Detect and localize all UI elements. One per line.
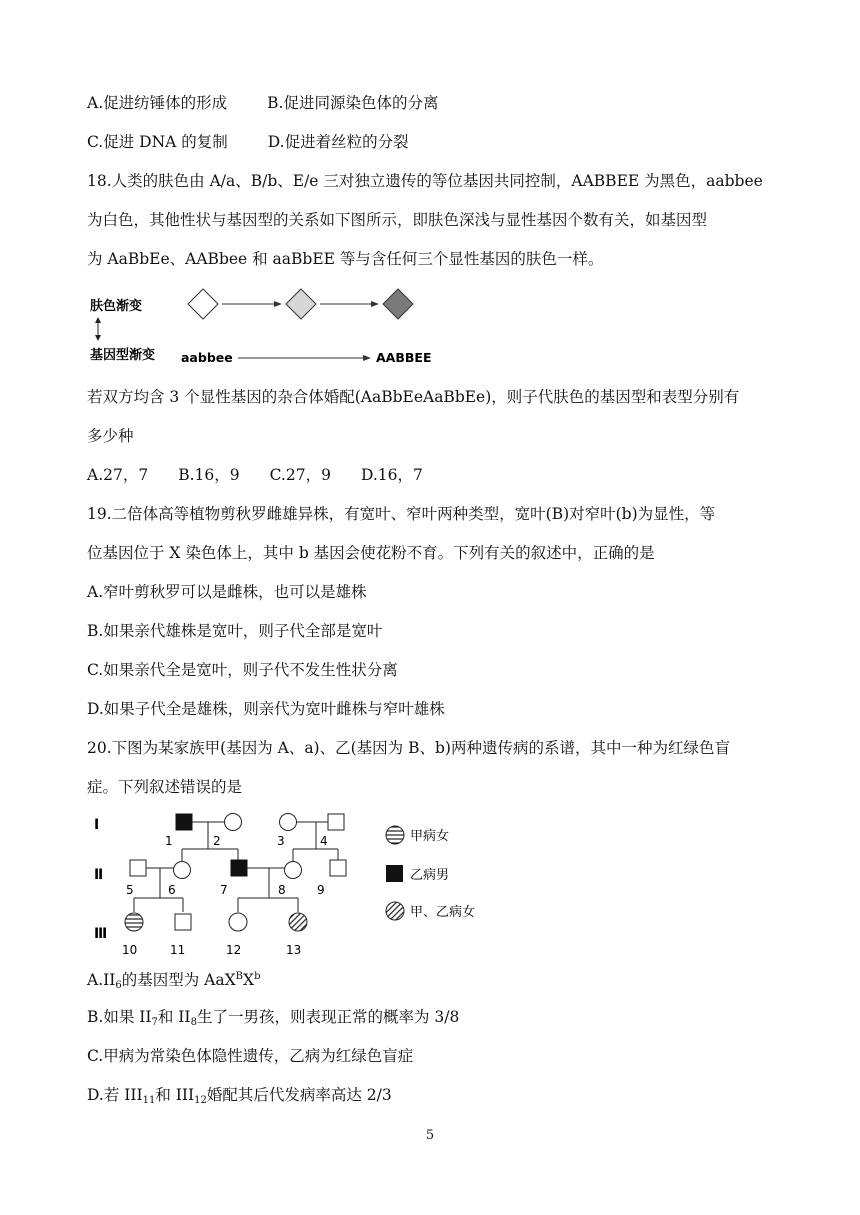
individual-8 (285, 862, 302, 879)
q18-option-b: B.16，9 (178, 466, 240, 484)
diagram-label-genotype: 基因型渐变 (90, 348, 156, 363)
id-7: 7 (220, 883, 228, 897)
legend-icon-c (386, 902, 404, 920)
legend-icon-b (386, 865, 403, 882)
id-11: 11 (170, 943, 186, 957)
id-6: 6 (168, 883, 176, 897)
individual-11 (175, 914, 191, 930)
diamond-dark (383, 289, 413, 319)
legend-icon-a (386, 826, 404, 844)
legend-text-b: 乙病男 (410, 868, 450, 883)
id-8: 8 (278, 883, 286, 897)
q20-stem-line2: 症。下列叙述错误的是 (87, 778, 243, 796)
individual-9 (330, 860, 346, 876)
id-1: 1 (165, 834, 173, 848)
q18-stem-line3: 为 AaBbEe、AABbee 和 aaBbEE 等与含任何三个显性基因的肤色一样。 (87, 250, 604, 268)
individual-3 (280, 814, 297, 831)
q20-option-d: D.若 $III_{11}$和 $III_{12}$婚配其后代发病率高达 2/3 (87, 1086, 392, 1106)
q17-option-a: A.促进纺锤体的形成 (87, 94, 228, 112)
individual-10 (125, 913, 143, 931)
q18-option-d: D.16，7 (360, 466, 423, 484)
q17-option-b: B.促进同源染色体的分离 (267, 94, 439, 112)
id-13: 13 (286, 943, 302, 957)
gen-label-2: Ⅱ (94, 867, 104, 883)
q18-question-line1: 若双方均含 3 个显性基因的杂合体婚配(AaBbEeAaBbEe)，则子代肤色的基因型和表型分别有 (87, 388, 740, 406)
diamond-light (188, 289, 218, 319)
individual-12 (229, 913, 247, 931)
q19-stem-line2: 位基因位于 X 染色体上，其中 b 基因会使花粉不育。下列有关的叙述中，正确的是 (87, 544, 655, 562)
individual-4 (328, 814, 344, 830)
q17-option-c: C.促进 DNA 的复制 (87, 133, 228, 151)
q18-option-c: C.27，9 (269, 466, 331, 484)
q19-stem-line1: 19.二倍体高等植物剪秋罗雌雄异株，有宽叶、窄叶两种类型，宽叶(B)对窄叶(b)为显性，等 (87, 505, 716, 523)
individual-7 (231, 860, 247, 876)
gen-label-3: Ⅲ (94, 926, 108, 942)
id-4: 4 (320, 834, 328, 848)
q17-options-row1 (87, 92, 438, 114)
id-3: 3 (277, 834, 285, 848)
individual-2 (225, 814, 242, 831)
q18-stem-line1: 18.人类的肤色由 A/a、B/b、E/e 三对独立遗传的等位基因共同控制，AABBEE 为黑色，aabbee (87, 172, 763, 190)
q18-question-line2: 多少种 (87, 427, 134, 445)
diagram-label-skin: 肤色渐变 (90, 299, 143, 314)
q18-option-a: A.27，7 (87, 466, 149, 484)
genotype-right: AABBEE (376, 350, 432, 365)
individual-13 (289, 913, 307, 931)
id-10: 10 (122, 943, 138, 957)
q20-stem-line1: 20.下图为某家族甲(基因为 A、a)、乙(基因为 B、b)两种遗传病的系谱，其中一种为红绿色盲 (87, 739, 730, 757)
q17-options-row2 (87, 131, 409, 153)
id-9: 9 (317, 883, 325, 897)
id-2: 2 (213, 834, 221, 848)
individual-6 (174, 862, 191, 879)
skin-color-diagram (88, 282, 448, 372)
q19-option-b: B.如果亲代雄株是宽叶，则子代全部是宽叶 (87, 622, 383, 640)
id-5: 5 (126, 883, 134, 897)
individual-1 (176, 814, 192, 830)
q19-option-a: A.窄叶剪秋罗可以是雌株，也可以是雄株 (87, 583, 367, 601)
q20-option-b: B.如果 $II_7$和 $II_8$生了一男孩，则表现正常的概率为 3/8 (87, 1008, 460, 1028)
id-12: 12 (226, 943, 242, 957)
legend-text-a: 甲病女 (410, 829, 450, 844)
gen-label-1: I (94, 817, 100, 833)
genotype-left: aabbee (181, 350, 233, 365)
legend-text-c: 甲、乙病女 (410, 905, 476, 920)
individual-5 (130, 860, 146, 876)
q19-option-c: C.如果亲代全是宽叶，则子代不发生性状分离 (87, 661, 398, 679)
pedigree-chart (88, 802, 508, 962)
q18-options (87, 464, 423, 486)
diamond-medium (286, 289, 316, 319)
page-number: 5 (425, 1128, 435, 1143)
q19-option-d: D.如果子代全是雄株，则亲代为宽叶雌株与窄叶雄株 (87, 700, 445, 718)
q20-option-a: $A.II_6$的基因型为 $AaX^BX^b$ (87, 971, 261, 991)
q18-stem-line2: 为白色，其他性状与基因型的关系如下图所示，即肤色深浅与显性基因个数有关，如基因型 (87, 211, 708, 229)
q20-option-c: C.甲病为常染色体隐性遗传，乙病为红绿色盲症 (87, 1047, 414, 1065)
q17-option-d: D.促进着丝粒的分裂 (267, 133, 409, 151)
